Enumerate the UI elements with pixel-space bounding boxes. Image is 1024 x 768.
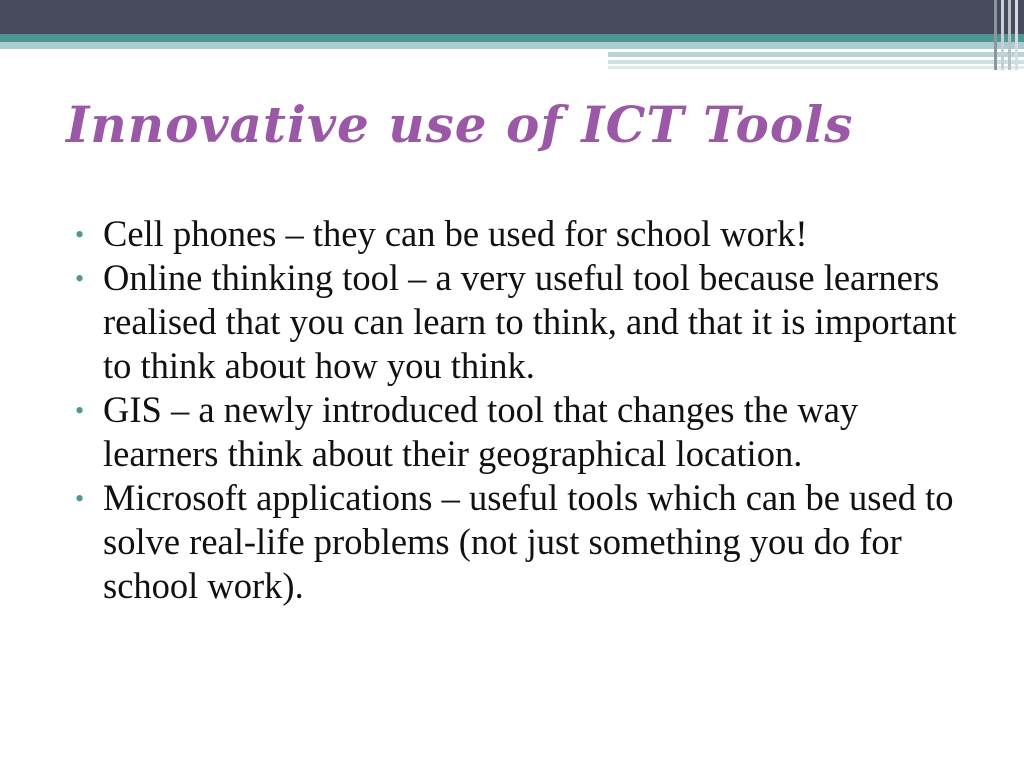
bullet-item <box>72 476 972 608</box>
bullet-text: Microsoft applications – useful tools which can be used to solve real-life problems (not just something you do for school work). <box>103 477 954 606</box>
bullet-text: GIS – a newly introduced tool that changes the way learners think about their geographical location. <box>103 389 859 474</box>
bullet-list <box>72 212 972 608</box>
bullet-item <box>72 212 972 256</box>
slide-title: Innovative use of ICT Tools <box>66 95 854 154</box>
bullet-marker: • <box>75 396 85 425</box>
header-band-teal-light <box>0 42 1024 49</box>
bullet-text: Cell phones – they can be used for school work! <box>103 213 808 254</box>
bullet-item <box>72 388 972 476</box>
header-stripe <box>608 52 1024 57</box>
header-band-teal <box>0 34 1024 42</box>
bullet-marker: • <box>75 484 85 513</box>
bullet-marker: • <box>75 264 85 293</box>
header-stripe <box>608 66 1024 69</box>
header-vertical-line <box>1001 0 1004 70</box>
header-band-dark <box>0 0 1024 34</box>
header-stripe <box>608 60 1024 64</box>
bullet-marker: • <box>75 220 85 249</box>
bullet-text: Online thinking tool – a very useful tool because learners realised that you can learn to think, and that it is important to think about how you think. <box>103 257 957 386</box>
bullet-item <box>72 256 972 388</box>
header-vertical-line <box>1008 0 1011 70</box>
header-vertical-line <box>1015 0 1018 70</box>
header-vertical-line <box>994 0 997 70</box>
